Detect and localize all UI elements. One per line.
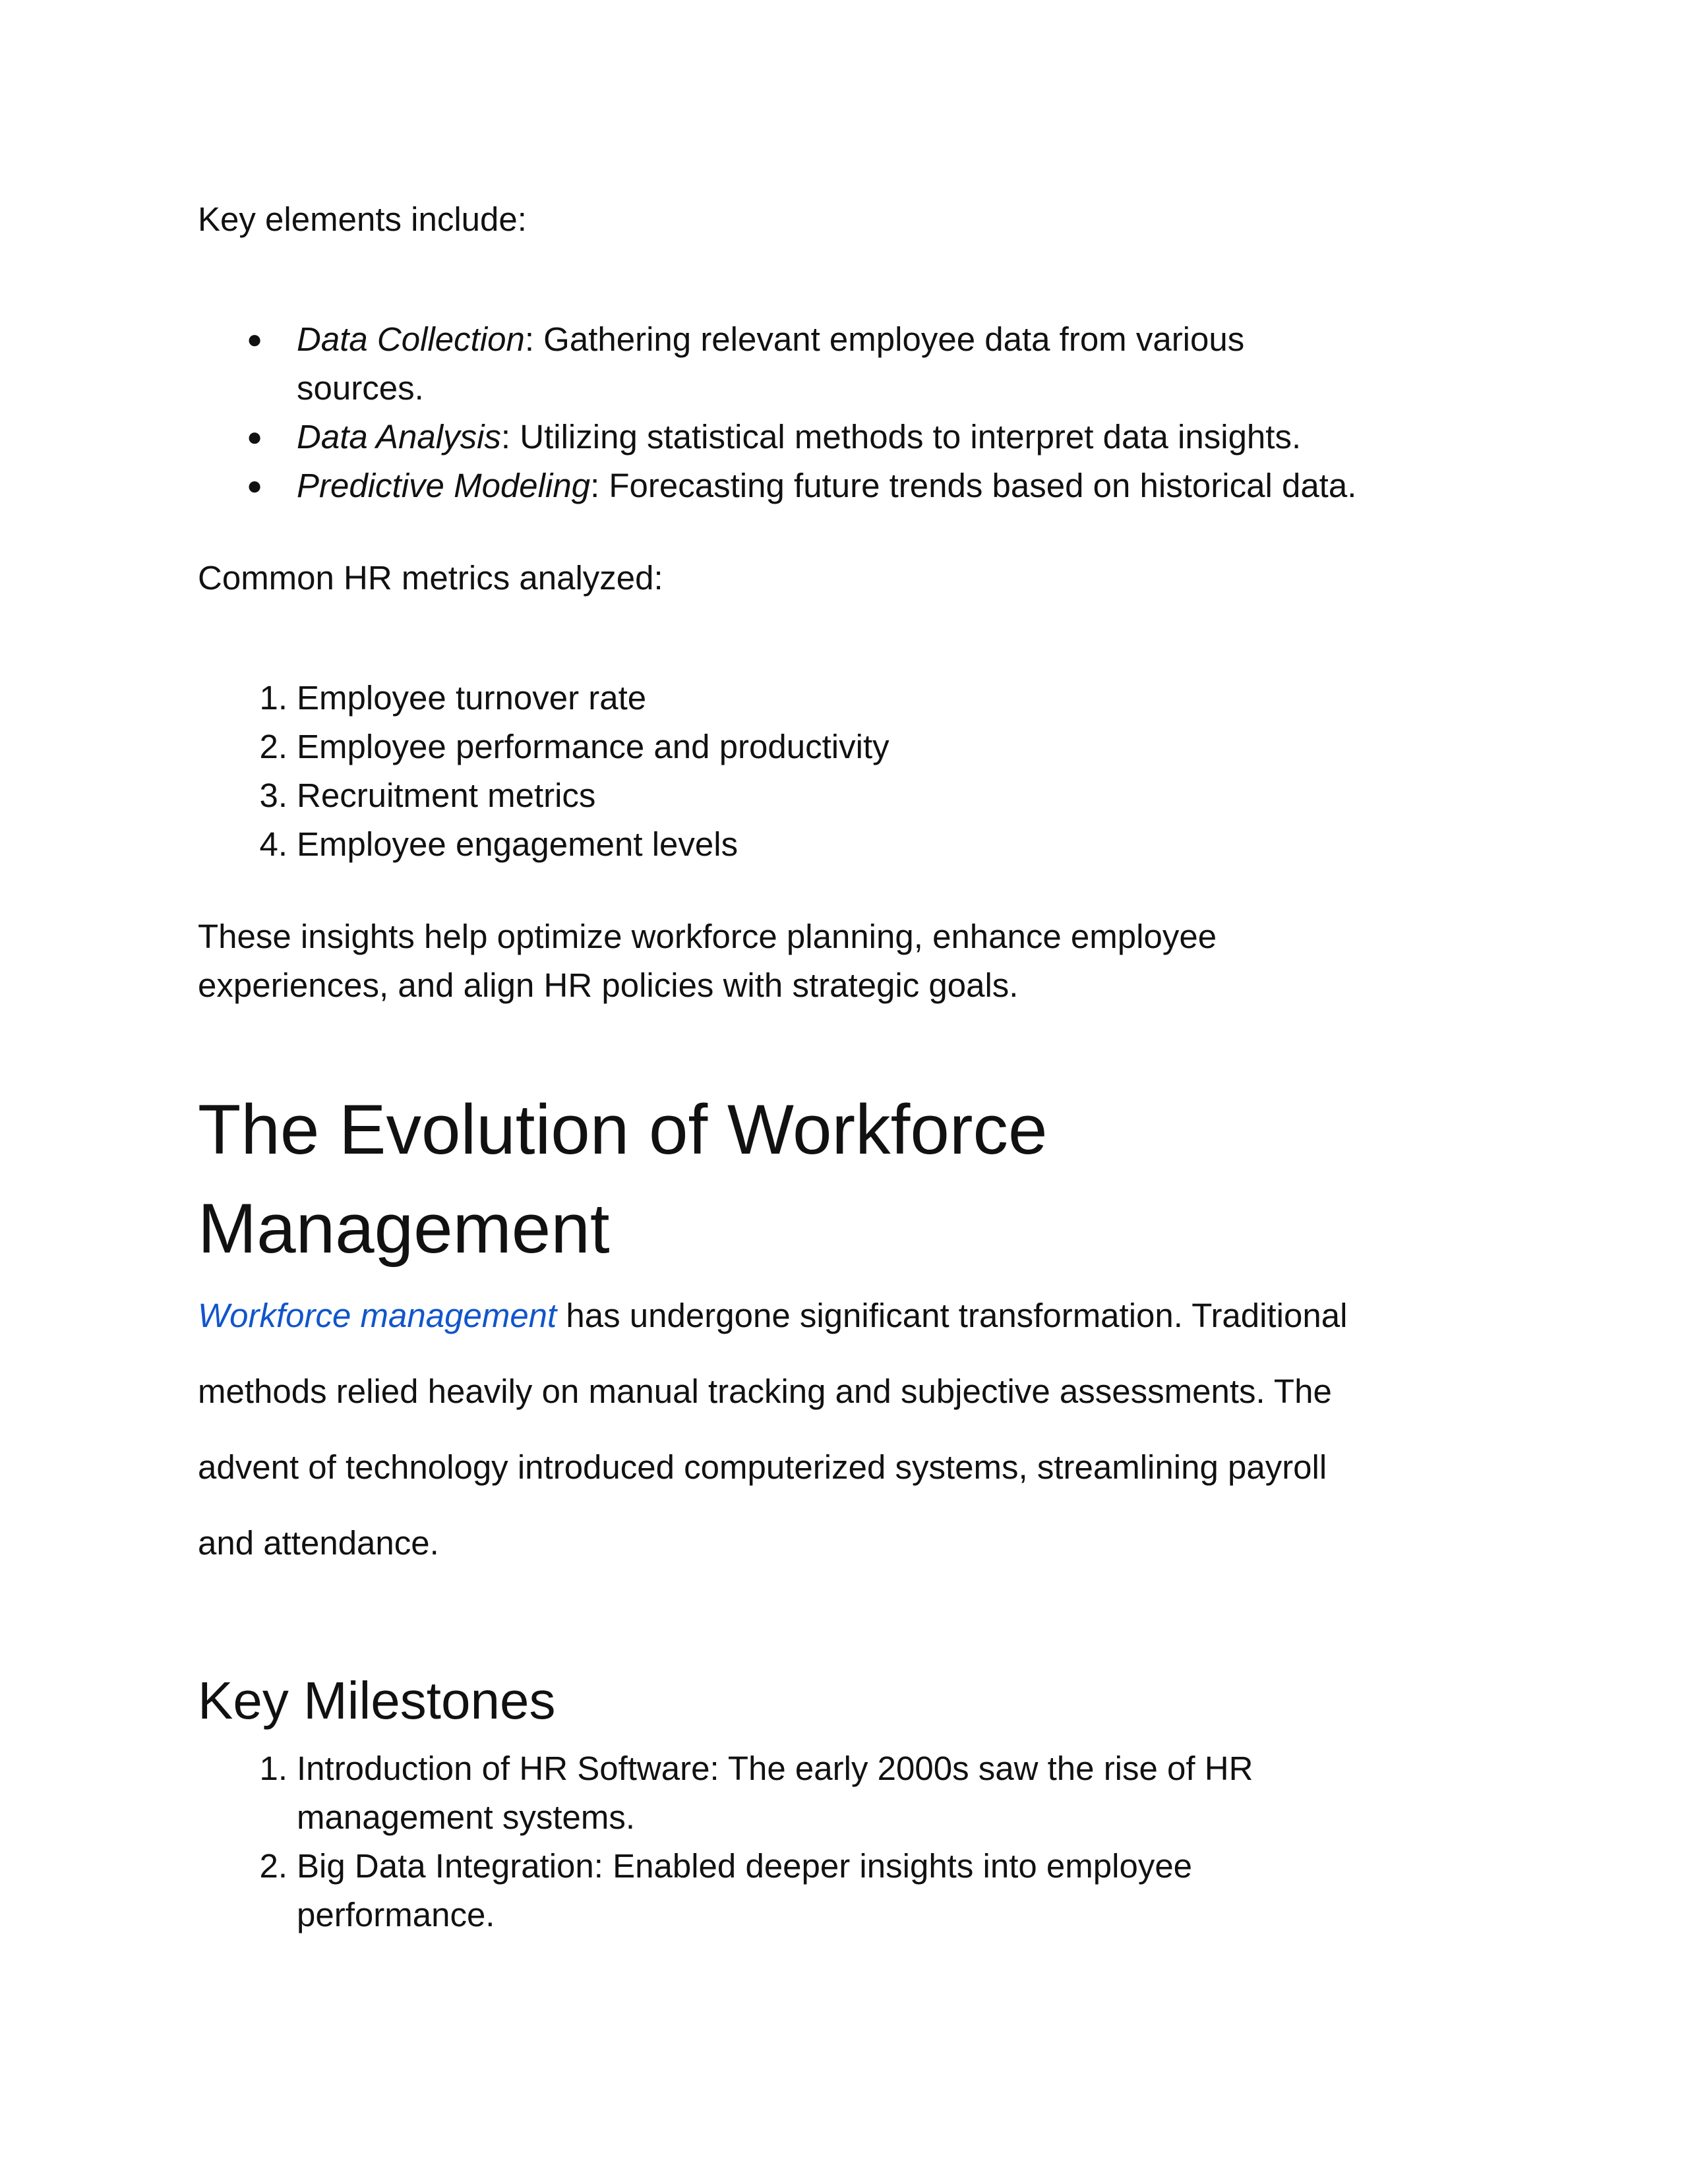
list-item-text: Recruitment metrics — [297, 777, 596, 814]
list-item-text: Big Data Integration: Enabled deeper insights into employee — [297, 1847, 1193, 1885]
bullet-icon: ● — [247, 423, 263, 452]
list-item-text-continued: performance. — [297, 1896, 495, 1933]
section-body-line — [198, 1278, 1347, 1353]
list-item — [198, 1744, 1253, 1842]
workforce-management-link[interactable]: Workforce management — [198, 1297, 557, 1334]
section-body — [198, 1278, 1347, 1581]
bullet-term: Data Collection — [297, 320, 525, 358]
list-number: 4. — [259, 825, 287, 863]
insights-line: These insights help optimize workforce planning, enhance employee — [198, 918, 1217, 955]
metrics-heading: Common HR metrics analyzed: — [198, 559, 663, 597]
list-item — [198, 674, 889, 723]
list-item-text-continued: management systems. — [297, 1798, 636, 1836]
list-item — [198, 461, 1356, 510]
milestones-heading: Key Milestones — [198, 1671, 556, 1730]
metrics-list — [198, 674, 889, 869]
section-body-line: methods relied heavily on manual tracking and subjective assessments. The — [198, 1372, 1332, 1410]
list-item-text: Employee engagement levels — [297, 825, 738, 863]
section-title — [198, 1080, 1048, 1278]
section-title-line: The Evolution of Workforce — [198, 1090, 1048, 1169]
list-item — [198, 1842, 1253, 1939]
bullet-text-continued: sources. — [297, 369, 424, 407]
bullet-icon: ● — [247, 325, 263, 354]
key-elements-list — [198, 315, 1356, 510]
document-page — [198, 0, 1490, 2184]
milestones-list — [198, 1744, 1253, 1939]
list-item — [198, 315, 1356, 413]
bullet-icon: ● — [247, 471, 263, 500]
list-number: 1. — [259, 679, 287, 717]
list-item — [198, 413, 1356, 461]
list-number: 2. — [259, 1847, 287, 1885]
bullet-text: : Utilizing statistical methods to interpret data insights. — [500, 418, 1302, 456]
list-item-text: Employee turnover rate — [297, 679, 647, 717]
bullet-term: Data Analysis — [297, 418, 501, 456]
section-body-text: has undergone significant transformation. Traditional — [557, 1297, 1348, 1334]
list-number: 3. — [259, 777, 287, 814]
bullet-text: : Gathering relevant employee data from various — [524, 320, 1245, 358]
bullet-term: Predictive Modeling — [297, 467, 591, 504]
section-title-line: Management — [198, 1189, 610, 1268]
list-item — [198, 820, 889, 869]
insights-line: experiences, and align HR policies with strategic goals. — [198, 966, 1019, 1004]
list-number: 2. — [259, 728, 287, 765]
list-number: 1. — [259, 1750, 287, 1787]
key-elements-heading: Key elements include: — [198, 200, 527, 238]
bullet-text: : Forecasting future trends based on historical data. — [590, 467, 1357, 504]
insights-paragraph — [198, 912, 1217, 1010]
list-item — [198, 723, 889, 771]
list-item — [198, 771, 889, 820]
section-body-line: advent of technology introduced computerized systems, streamlining payroll — [198, 1448, 1327, 1486]
section-body-line: and attendance. — [198, 1524, 439, 1562]
list-item-text: Introduction of HR Software: The early 2000s saw the rise of HR — [297, 1750, 1253, 1787]
list-item-text: Employee performance and productivity — [297, 728, 889, 765]
